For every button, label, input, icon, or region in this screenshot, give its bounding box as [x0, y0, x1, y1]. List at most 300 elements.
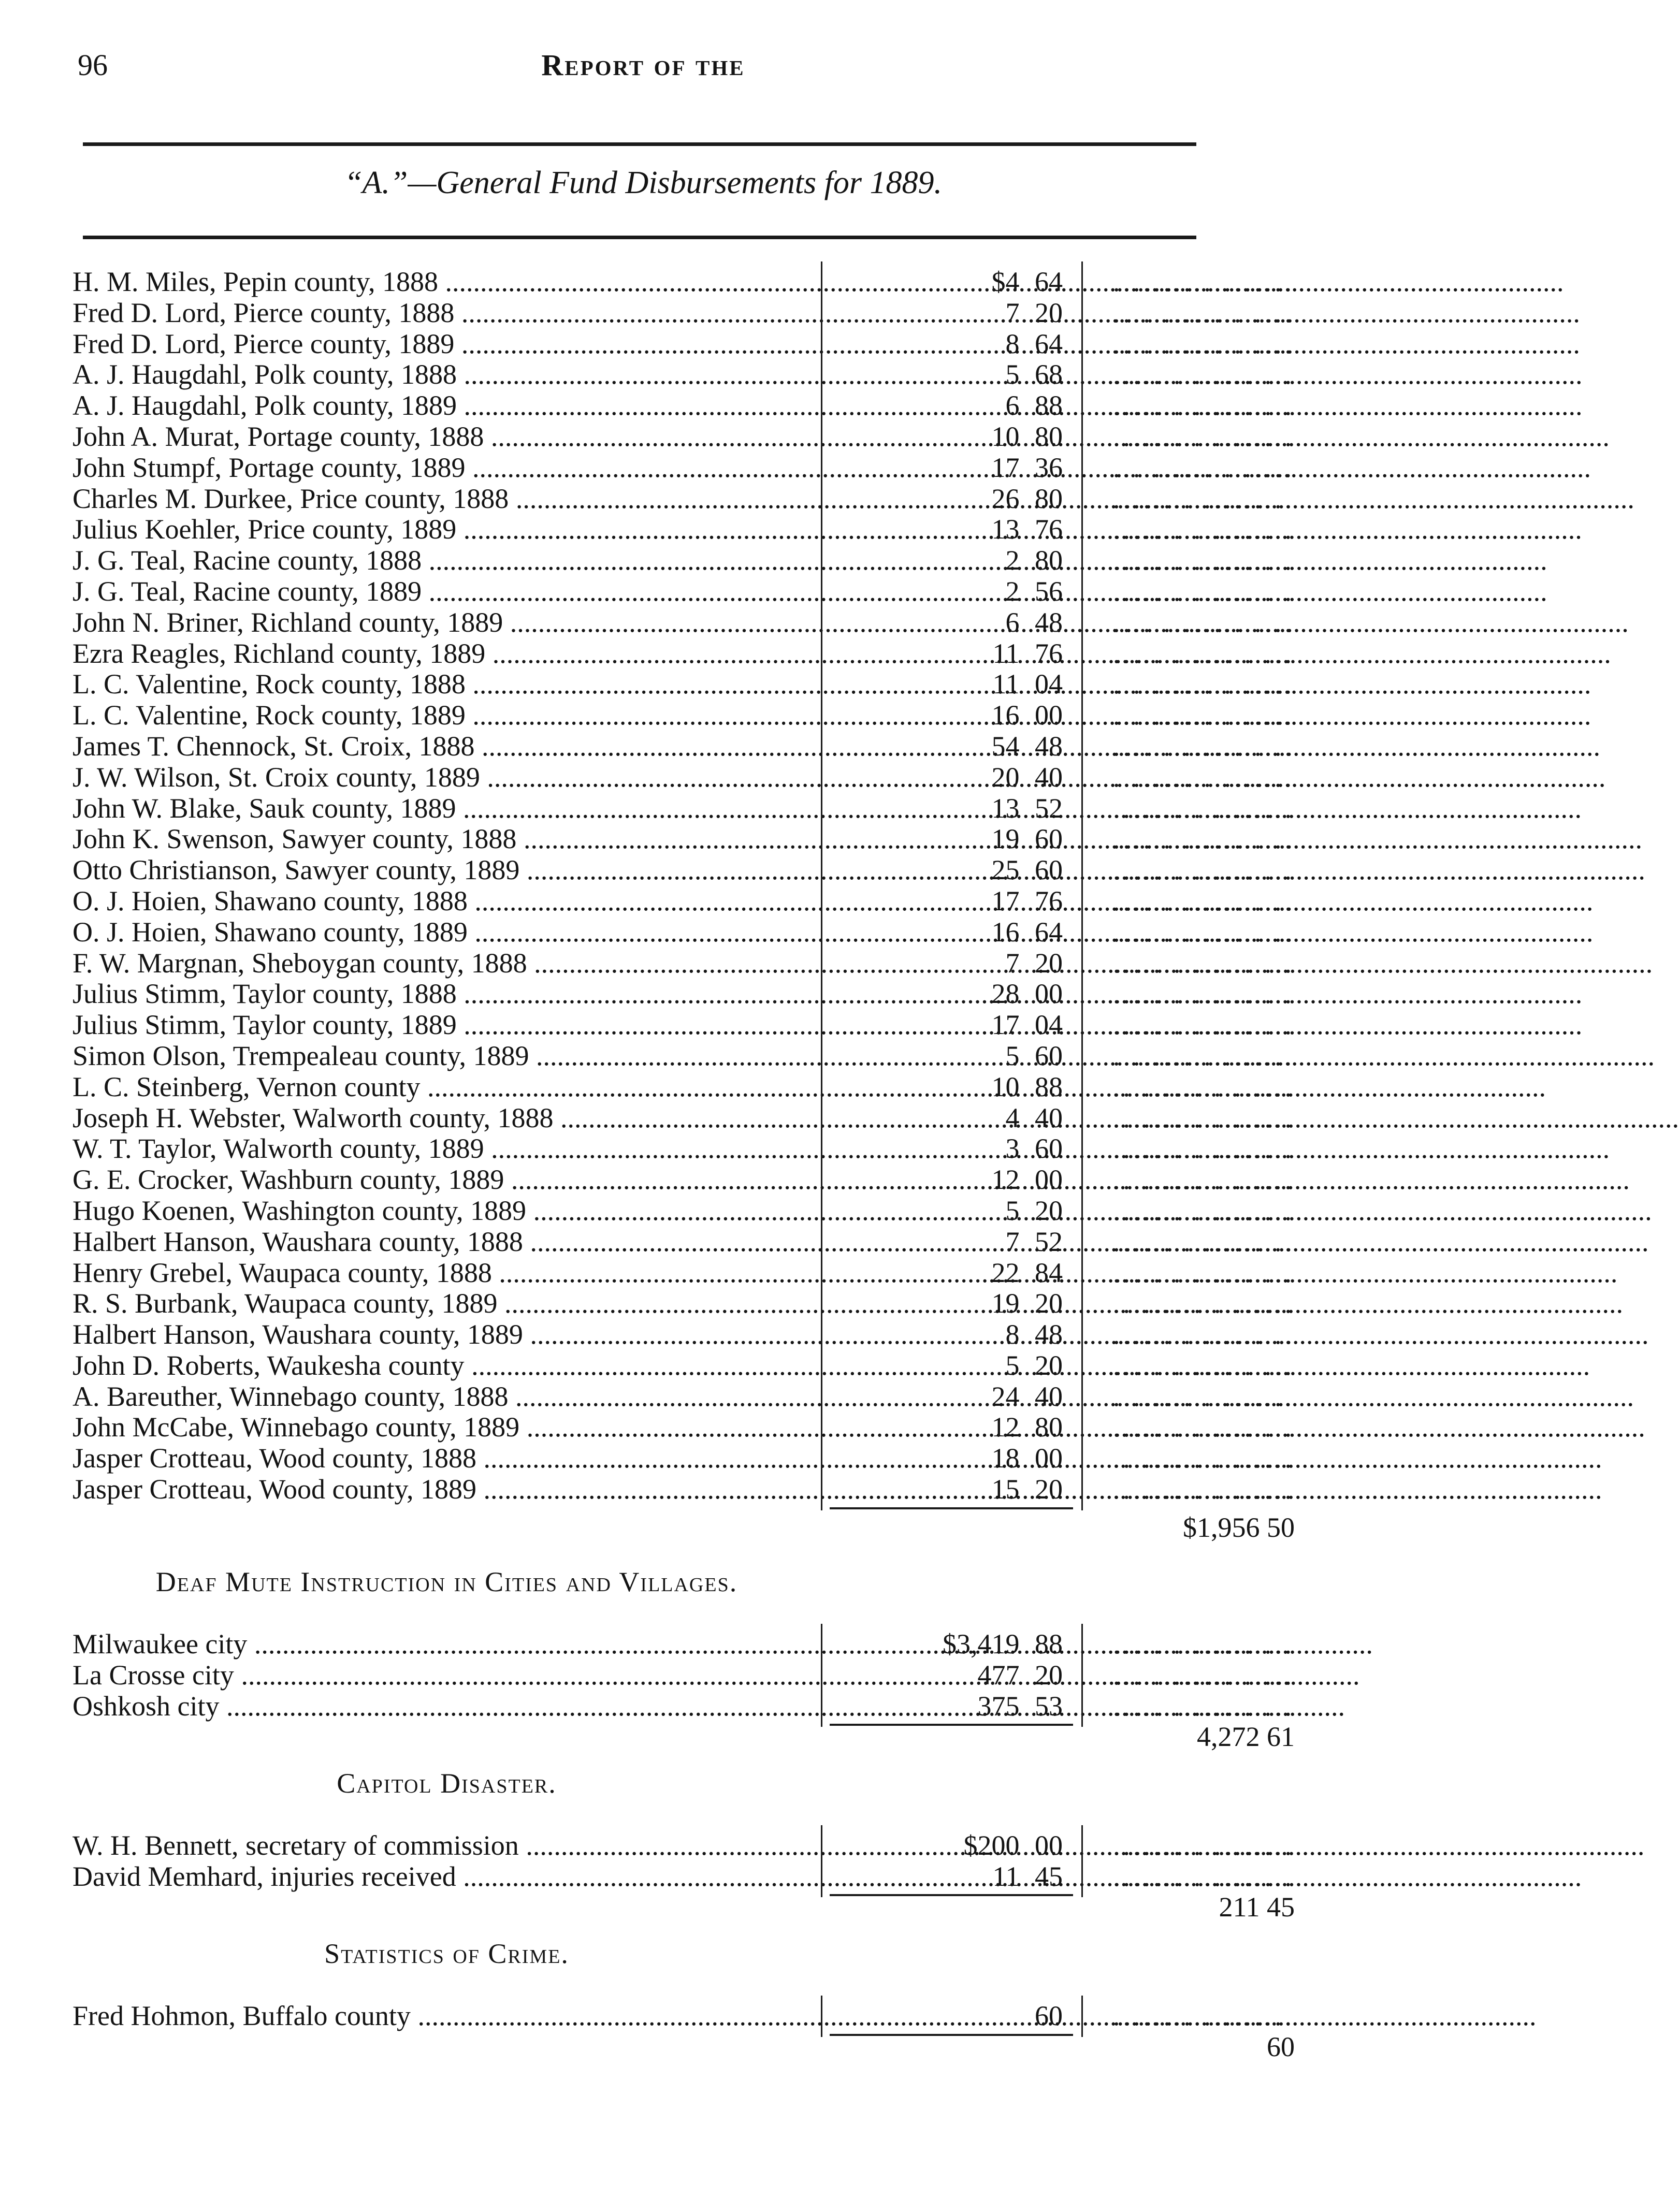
deaf-mute-total-row	[73, 1721, 1295, 1753]
payee-name: A. J. Haugdahl, Polk county, 1888 .....	[73, 359, 821, 390]
leader-dots: ..................	[1113, 606, 1295, 638]
amount-cents: 52	[1035, 1226, 1063, 1257]
leader-dots: ..................	[1113, 420, 1295, 452]
leader-dots: ..................	[1113, 545, 1295, 576]
amount-cents: 45	[1035, 1860, 1063, 1892]
table-title: “A.”—General Fund Disbursements for 1889.	[344, 165, 942, 200]
leader-dots: ..................	[1113, 1411, 1295, 1443]
running-title: Report of the	[541, 48, 745, 82]
amount	[829, 1412, 1072, 1443]
amount-cents: 48	[1035, 730, 1063, 762]
table-row	[73, 359, 1295, 390]
leader-dots: ..................	[1113, 1443, 1295, 1474]
amount-cents: 00	[1035, 1443, 1063, 1474]
amount-dollars: 8	[1005, 1319, 1020, 1350]
amount	[829, 1288, 1072, 1319]
amount-dollars: 20	[991, 761, 1020, 793]
table-row	[73, 1443, 1295, 1474]
amount-dollars: 7	[1005, 947, 1020, 979]
leader-dots: ..................	[1113, 1288, 1295, 1319]
table-row	[73, 1349, 1295, 1381]
amount-dollars: 26	[991, 483, 1020, 514]
leader-dots: ..................	[1113, 854, 1295, 886]
table-row	[73, 545, 1295, 576]
amount-cents: 52	[1035, 792, 1063, 824]
payee-name: Halbert Hanson, Waushara county, 1889 .....	[73, 1319, 821, 1350]
title-rule	[83, 236, 1196, 239]
leader-dots: ..................	[1113, 1133, 1295, 1165]
payee-name: John McCabe, Winnebago county, 1889 .....	[73, 1412, 821, 1443]
leader-dots: ..................	[1113, 359, 1295, 390]
amount-dollars: 10	[991, 420, 1020, 452]
leader-dots: ..................	[1113, 1164, 1295, 1196]
amount-cents: 60	[1035, 2000, 1063, 2031]
amount	[829, 1319, 1072, 1350]
amount	[829, 390, 1072, 421]
amount	[829, 855, 1072, 886]
amount-cents: 64	[1035, 328, 1063, 359]
leader-dots: ..................	[1113, 978, 1295, 1010]
leader-dots: ..................	[1113, 823, 1295, 855]
payee-name: Jasper Crotteau, Wood county, 1889 .....	[73, 1474, 821, 1505]
amount	[829, 453, 1072, 484]
amount-cents: 00	[1035, 978, 1063, 1010]
amount	[829, 824, 1072, 855]
amount-dollars: 19	[991, 1288, 1020, 1319]
column-rule	[1081, 1624, 1083, 1727]
amount-cents: 80	[1035, 545, 1063, 576]
deaf-mute-heading: Deaf Mute Instruction in Cities and Villages.	[155, 1566, 738, 1598]
payee-name: F. W. Margnan, Sheboygan county, 1888 .....	[73, 948, 821, 979]
payee-name: Fred D. Lord, Pierce county, 1888 .....	[73, 298, 821, 329]
amount	[829, 762, 1072, 793]
amount-dollars: 3	[1005, 1133, 1020, 1165]
leader-dots: ..................	[1113, 637, 1295, 669]
amount	[829, 793, 1072, 824]
amount-cents: 20	[1035, 1474, 1063, 1505]
sum-rule	[830, 2034, 1073, 2036]
leader-dots: ..................	[1113, 792, 1295, 824]
table-row	[73, 792, 1295, 824]
payee-name: Jasper Crotteau, Wood county, 1888 .....	[73, 1443, 821, 1474]
payee-name: W. T. Taylor, Walworth county, 1889 .....	[73, 1133, 821, 1165]
general-total-row	[73, 1505, 1295, 1543]
amount	[829, 1381, 1072, 1413]
leader-dots: ..................	[1113, 1659, 1295, 1691]
amount	[829, 1350, 1072, 1381]
amount	[829, 1103, 1072, 1134]
amount	[829, 1196, 1072, 1227]
payee-name: O. J. Hoien, Shawano county, 1888 .....	[73, 886, 821, 917]
table-row	[73, 700, 1295, 731]
table-row	[73, 514, 1295, 545]
top-rule	[83, 142, 1196, 146]
table-row	[73, 637, 1295, 670]
table-row	[73, 1009, 1295, 1041]
amount	[829, 576, 1072, 607]
table-row	[73, 1040, 1295, 1072]
payee-name: James T. Chennock, St. Croix, 1888 .....	[73, 731, 821, 762]
amount-dollars: 5	[1005, 359, 1020, 390]
table-row	[73, 1071, 1295, 1103]
leader-dots: ..................	[1113, 390, 1295, 421]
amount-dollars: 28	[991, 978, 1020, 1010]
leader-dots: ..................	[1113, 916, 1295, 948]
amount	[829, 298, 1072, 329]
amount-dollars: 11	[992, 637, 1020, 669]
amount-cents: 80	[1035, 1411, 1063, 1443]
table-row	[73, 1628, 1295, 1660]
amount	[829, 1474, 1072, 1505]
amount-dollars: 24	[991, 1380, 1020, 1412]
table-row	[73, 823, 1295, 855]
amount-dollars: 5	[1005, 1195, 1020, 1226]
payee-name: J. G. Teal, Racine county, 1888 .....	[73, 545, 821, 576]
amount	[829, 607, 1072, 638]
amount	[829, 1660, 1072, 1691]
amount-dollars: 8	[1005, 328, 1020, 359]
amount-cents: 20	[1035, 1349, 1063, 1381]
crime-total: 60	[1267, 2031, 1295, 2062]
amount	[829, 948, 1072, 979]
column-rule	[821, 261, 822, 1510]
payee-name: John Stumpf, Portage county, 1889 .....	[73, 453, 821, 484]
table-row	[73, 854, 1295, 886]
leader-dots: ..................	[1113, 947, 1295, 979]
table-row	[73, 1319, 1295, 1350]
payee-name: Henry Grebel, Waupaca county, 1888 .....	[73, 1258, 821, 1289]
payee-name: Oshkosh city .....	[73, 1691, 821, 1722]
amount-cents: 00	[1035, 700, 1063, 731]
leader-dots: ..................	[1113, 1226, 1295, 1257]
amount-cents: 88	[1035, 390, 1063, 421]
table-row	[73, 266, 1295, 298]
capitol-section	[73, 1829, 1295, 1893]
table-row	[73, 1164, 1295, 1196]
amount-dollars: $4	[991, 266, 1020, 297]
amount	[829, 1227, 1072, 1258]
column-rule	[1081, 1996, 1083, 2037]
amount-dollars: 6	[1005, 390, 1020, 421]
amount	[829, 1691, 1072, 1722]
payee-name: A. Bareuther, Winnebago county, 1888 .....	[73, 1381, 821, 1413]
amount-cents: 00	[1035, 1829, 1063, 1861]
amount-cents: 68	[1035, 359, 1063, 390]
leader-dots: ..................	[1113, 452, 1295, 483]
leader-dots: ..................	[1113, 1009, 1295, 1041]
amount-cents: 60	[1035, 854, 1063, 886]
table-row	[73, 947, 1295, 979]
amount-cents: 64	[1035, 916, 1063, 948]
amount-dollars: 11	[992, 1860, 1020, 1892]
table-row	[73, 1659, 1295, 1691]
leader-dots: ..................	[1113, 1628, 1295, 1660]
table-row	[73, 730, 1295, 762]
amount-dollars: 7	[1005, 1226, 1020, 1257]
crime-section	[73, 2000, 1295, 2032]
payee-name: G. E. Crocker, Washburn county, 1889 .....	[73, 1165, 821, 1196]
table-row	[73, 978, 1295, 1010]
leader-dots: ..................	[1113, 266, 1295, 297]
leader-dots: ..................	[1113, 1040, 1295, 1071]
amount-dollars: 17	[991, 885, 1020, 916]
leader-dots: ..................	[1113, 1102, 1295, 1133]
amount-cents: 00	[1035, 1164, 1063, 1196]
amount-cents: 20	[1035, 947, 1063, 979]
column-rule	[821, 1624, 822, 1727]
amount	[829, 979, 1072, 1010]
sum-rule	[830, 1894, 1073, 1896]
amount-cents: 20	[1035, 1659, 1063, 1691]
amount	[829, 1258, 1072, 1289]
amount-dollars: 477	[977, 1659, 1020, 1691]
amount	[829, 669, 1072, 700]
amount	[829, 1041, 1072, 1072]
payee-name: John W. Blake, Sauk county, 1889 .....	[73, 793, 821, 824]
amount-dollars: 22	[991, 1257, 1020, 1288]
amount-cents: 76	[1035, 885, 1063, 916]
amount-dollars: 4	[1005, 1102, 1020, 1133]
payee-name: H. M. Miles, Pepin county, 1888 .....	[73, 267, 821, 298]
running-head	[78, 48, 1209, 84]
amount	[829, 1830, 1072, 1861]
amount-dollars: 13	[991, 514, 1020, 545]
table-row	[73, 575, 1295, 607]
payee-name: J. W. Wilson, St. Croix county, 1889 .....	[73, 762, 821, 793]
amount	[829, 1010, 1072, 1041]
general-section	[73, 266, 1295, 1505]
amount	[829, 917, 1072, 948]
amount-dollars: 10	[991, 1071, 1020, 1102]
table-row	[73, 1860, 1295, 1893]
amount-dollars: 18	[991, 1443, 1020, 1474]
table-row	[73, 1102, 1295, 1134]
payee-name: R. S. Burbank, Waupaca county, 1889 .....	[73, 1288, 821, 1319]
table-row	[73, 1133, 1295, 1165]
amount-dollars: 12	[991, 1164, 1020, 1196]
amount-cents: 80	[1035, 420, 1063, 452]
amount-cents: 04	[1035, 1009, 1063, 1041]
payee-name: John K. Swenson, Sawyer county, 1888 .....	[73, 824, 821, 855]
amount-cents: 40	[1035, 1102, 1063, 1133]
amount-dollars: 2	[1005, 545, 1020, 576]
amount	[829, 421, 1072, 453]
leader-dots: ..................	[1113, 700, 1295, 731]
capitol-heading: Capitol Disaster.	[337, 1768, 557, 1799]
amount	[829, 267, 1072, 298]
table-row	[73, 761, 1295, 793]
amount-cents: 64	[1035, 266, 1063, 297]
payee-name: Halbert Hanson, Waushara county, 1888 .....	[73, 1227, 821, 1258]
payee-name: La Crosse city .....	[73, 1660, 821, 1691]
amount-dollars: 17	[991, 1009, 1020, 1041]
payee-name: A. J. Haugdahl, Polk county, 1889 .....	[73, 390, 821, 421]
leader-dots: ..................	[1113, 1474, 1295, 1505]
amount	[829, 700, 1072, 731]
amount	[829, 1133, 1072, 1165]
amount-dollars: 5	[1005, 1040, 1020, 1071]
sum-rule	[830, 1507, 1073, 1509]
table-row	[73, 483, 1295, 515]
amount	[829, 329, 1072, 360]
amount	[829, 886, 1072, 917]
amount-dollars: 19	[991, 823, 1020, 855]
amount	[829, 731, 1072, 762]
leader-dots: ..................	[1113, 1829, 1295, 1861]
payee-name: John A. Murat, Portage county, 1888 .....	[73, 421, 821, 453]
leader-dots: ..................	[1113, 761, 1295, 793]
table-row	[73, 1380, 1295, 1413]
payee-name: O. J. Hoien, Shawano county, 1889 .....	[73, 917, 821, 948]
leader-dots: ..................	[1113, 575, 1295, 607]
column-rule	[1081, 261, 1083, 1510]
amount-cents: 60	[1035, 823, 1063, 855]
amount	[829, 1165, 1072, 1196]
amount-dollars: 17	[991, 452, 1020, 483]
amount	[829, 1443, 1072, 1474]
table-row	[73, 390, 1295, 421]
table-row	[73, 1288, 1295, 1319]
deaf-mute-total: 4,272 61	[1197, 1721, 1295, 1753]
amount	[829, 484, 1072, 515]
amount	[829, 1629, 1072, 1660]
amount-cents: 60	[1035, 1040, 1063, 1071]
amount	[829, 545, 1072, 576]
table-row	[73, 916, 1295, 948]
table-row	[73, 1257, 1295, 1289]
payee-name: Charles M. Durkee, Price county, 1888 .....	[73, 484, 821, 515]
table-row	[73, 1829, 1295, 1861]
amount-cents: 40	[1035, 761, 1063, 793]
amount-dollars: 54	[991, 730, 1020, 762]
amount-cents: 20	[1035, 1195, 1063, 1226]
amount-dollars: 375	[977, 1690, 1020, 1722]
amount	[829, 359, 1072, 390]
payee-name: Fred Hohmon, Buffalo county .....	[73, 2001, 821, 2032]
leader-dots: ..................	[1113, 1195, 1295, 1226]
amount-dollars: 12	[991, 1411, 1020, 1443]
payee-name: Simon Olson, Trempealeau county, 1889 .....	[73, 1041, 821, 1072]
table-row	[73, 1195, 1295, 1227]
payee-name: Fred D. Lord, Pierce county, 1889 .....	[73, 329, 821, 360]
table-row	[73, 420, 1295, 453]
table-row	[73, 1226, 1295, 1258]
payee-name: Ezra Reagles, Richland county, 1889 .....	[73, 638, 821, 670]
table-row	[73, 328, 1295, 360]
amount-dollars: 7	[1005, 297, 1020, 328]
amount-dollars: 2	[1005, 575, 1020, 607]
payee-name: W. H. Bennett, secretary of commission .....	[73, 1830, 821, 1861]
column-rule	[821, 1996, 822, 2037]
amount-cents: 76	[1035, 514, 1063, 545]
leader-dots: ..................	[1113, 885, 1295, 916]
leader-dots: ..................	[1113, 730, 1295, 762]
sum-rule	[830, 1724, 1073, 1726]
payee-name: L. C. Valentine, Rock county, 1888 .....	[73, 669, 821, 700]
leader-dots: ..................	[1113, 1349, 1295, 1381]
amount-dollars: 16	[991, 916, 1020, 948]
leader-dots: ..................	[1113, 1257, 1295, 1288]
deaf-mute-section	[73, 1628, 1295, 1722]
amount-cents: 60	[1035, 1133, 1063, 1165]
amount-dollars: 11	[992, 668, 1020, 700]
table-row	[73, 668, 1295, 700]
payee-name: Milwaukee city .....	[73, 1629, 821, 1660]
capitol-total: 211 45	[1219, 1891, 1295, 1923]
payee-name: John D. Roberts, Waukesha county .....	[73, 1350, 821, 1381]
payee-name: Julius Koehler, Price county, 1889 .....	[73, 514, 821, 545]
amount	[829, 1861, 1072, 1893]
capitol-total-row	[73, 1891, 1295, 1923]
table-row	[73, 2000, 1295, 2032]
page-number: 96	[78, 48, 108, 82]
amount	[829, 514, 1072, 545]
amount-cents: 88	[1035, 1628, 1063, 1660]
payee-name: J. G. Teal, Racine county, 1889 .....	[73, 576, 821, 607]
leader-dots: ..................	[1113, 1071, 1295, 1102]
leader-dots: ..................	[1113, 328, 1295, 359]
amount-cents: 20	[1035, 1288, 1063, 1319]
amount-cents: 56	[1035, 575, 1063, 607]
payee-name: Otto Christianson, Sawyer county, 1889 .....	[73, 855, 821, 886]
leader-dots: ..................	[1113, 297, 1295, 328]
amount	[829, 638, 1072, 670]
table-row	[73, 452, 1295, 484]
payee-name: David Memhard, injuries received .....	[73, 1861, 821, 1893]
amount-cents: 80	[1035, 483, 1063, 514]
table-row	[73, 297, 1295, 329]
amount-dollars: 6	[1005, 606, 1020, 638]
table-row	[73, 606, 1295, 638]
amount-cents: 84	[1035, 1257, 1063, 1288]
payee-name: L. C. Valentine, Rock county, 1889 .....	[73, 700, 821, 731]
leader-dots: ..................	[1113, 668, 1295, 700]
table-row	[73, 1474, 1295, 1505]
amount-cents: 40	[1035, 1380, 1063, 1412]
amount-dollars: 16	[991, 700, 1020, 731]
disbursement-ledger	[73, 266, 1295, 2062]
amount-cents: 20	[1035, 297, 1063, 328]
leader-dots: ..................	[1113, 2000, 1295, 2031]
amount-dollars: $200	[963, 1829, 1020, 1861]
amount-cents: 48	[1035, 606, 1063, 638]
amount-cents: 53	[1035, 1690, 1063, 1722]
leader-dots: ..................	[1113, 1860, 1295, 1892]
column-rule	[821, 1825, 822, 1898]
column-rule	[1081, 1825, 1083, 1898]
payee-name: Hugo Koenen, Washington county, 1889 .....	[73, 1196, 821, 1227]
amount-cents: 04	[1035, 668, 1063, 700]
amount	[829, 2001, 1072, 2032]
payee-name: Julius Stimm, Taylor county, 1888 .....	[73, 979, 821, 1010]
amount-cents: 36	[1035, 452, 1063, 483]
amount-dollars: 15	[991, 1474, 1020, 1505]
leader-dots: ..................	[1113, 483, 1295, 514]
leader-dots: ..................	[1113, 1690, 1295, 1722]
amount-dollars: 5	[1005, 1349, 1020, 1381]
payee-name: Joseph H. Webster, Walworth county, 1888 .....	[73, 1103, 821, 1134]
payee-name: John N. Briner, Richland county, 1889 .....	[73, 607, 821, 638]
amount-cents: 48	[1035, 1319, 1063, 1350]
amount-dollars: 25	[991, 854, 1020, 886]
amount-cents: 88	[1035, 1071, 1063, 1102]
table-row	[73, 885, 1295, 917]
table-row	[73, 1411, 1295, 1443]
leader-dots: ..................	[1113, 1380, 1295, 1412]
amount-cents: 76	[1035, 637, 1063, 669]
payee-name: Julius Stimm, Taylor county, 1889 .....	[73, 1010, 821, 1041]
amount-dollars: $3,419	[943, 1628, 1020, 1660]
